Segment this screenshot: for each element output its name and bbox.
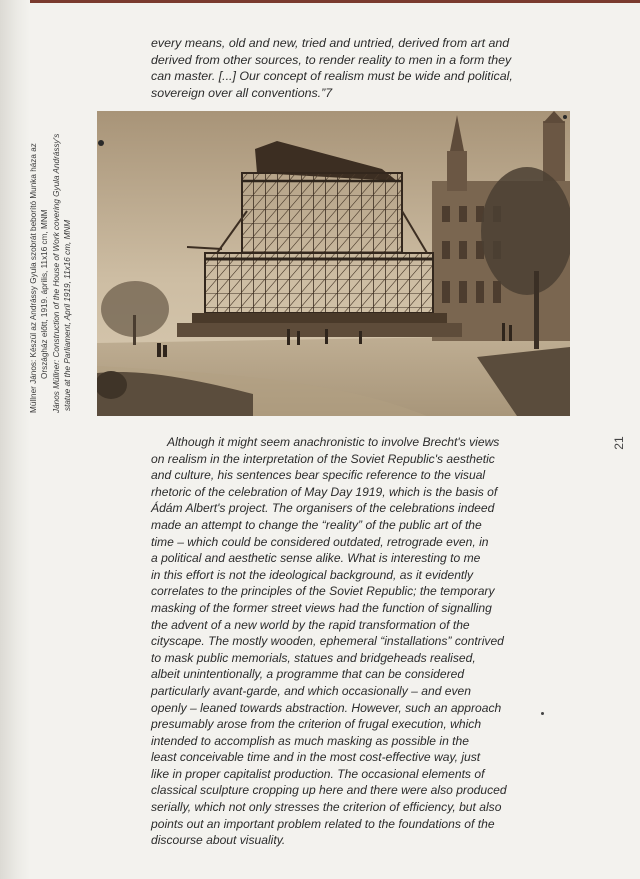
body-paragraph [151,434,531,849]
body-line: intended to accomplish as much masking as possible in the [151,733,469,748]
body-line: like in proper capitalist production. The occasional elements of [151,766,485,781]
body-line: albeit unintentionally, a programme that can be considered [151,667,465,682]
body-line: time – which could be considered outdated, retrograde even, in [151,534,489,549]
body-line: on realism in the interpretation of the Soviet Republic's aesthetic [151,451,495,466]
body-line: the advent of a new world by the rapid transformation of the [151,617,470,632]
body-line: presumably arose from the criterion of frugal execution, which [151,717,482,732]
body-line: cityscape. The mostly wooden, ephemeral “installations” contrived [151,634,504,649]
body-line: points out an important problem related to the foundations of the [151,816,495,831]
body-line: and culture, his sentences bear specific reference to the visual [151,468,486,483]
quote-line: every means, old and new, tried and untried, derived from art and [151,36,510,50]
quote-line: can master. [...] Our concept of realism must be wide and political, [151,69,513,84]
body-line: Ádám Albert's project. The organisers of the celebrations indeed [151,501,495,516]
page-number: 21 [612,436,626,450]
body-line: particularly avant-garde, and which occasionally – and even [151,683,472,698]
caption-english-line: statue at the Parliament, April 1919, 11x16 cm, MNM [63,219,73,411]
quote-block [151,35,531,101]
caption-hungarian-line: Országház előtt, 1919. április, 11x16 cm, MNM [40,209,50,379]
body-line: openly – leaned towards abstraction. However, such an approach [151,700,502,715]
body-line: to mask public memorials, statues and bridgeheads realised, [151,650,476,665]
quote-line: sovereign over all conventions.”7 [151,85,333,100]
body-line: made an attempt to change the “reality” of the public art of the [151,517,482,532]
stray-ink-dot [541,712,544,715]
body-line: rhetoric of the celebration of May Day 1919, which is the basis of [151,484,498,499]
quote-line: derived from other sources, to render reality to men in a form they [151,52,512,67]
caption-english-line: János Müllner: Construction of the House of Work covering Gyula Andrássy's [51,133,61,413]
body-line: serially, which not only stresses the criterion of efficiency, but also [151,800,502,815]
body-line: a political and aesthetic sense alike. What is interesting to me [151,551,481,566]
quote-paragraph [151,35,531,101]
body-line: least conceivable time and in the most cost-effective way, just [151,750,481,765]
body-line: in this effort is not the ideological background, as it evidently [151,567,474,582]
body-line: discourse about visuality. [151,833,286,848]
body-line: correlates to the principles of the Soviet Republic; the temporary [151,584,495,599]
photo-caption [28,113,76,413]
page-spine-shadow [0,0,30,879]
body-line: masking of the former street views had the function of signalling [151,600,492,615]
body-line: classical sculpture cropping up here and there were also produced [151,783,507,798]
top-edge-band [0,0,640,3]
photograph-scaffold-parliament [97,111,570,416]
body-line: Although it might seem anachronistic to involve Brecht's views [167,435,500,449]
caption-hungarian-line: Müllner János: Készül az Andrássy Gyula szobrát beborító Munka háza az [29,143,38,413]
historical-photograph [97,111,570,416]
